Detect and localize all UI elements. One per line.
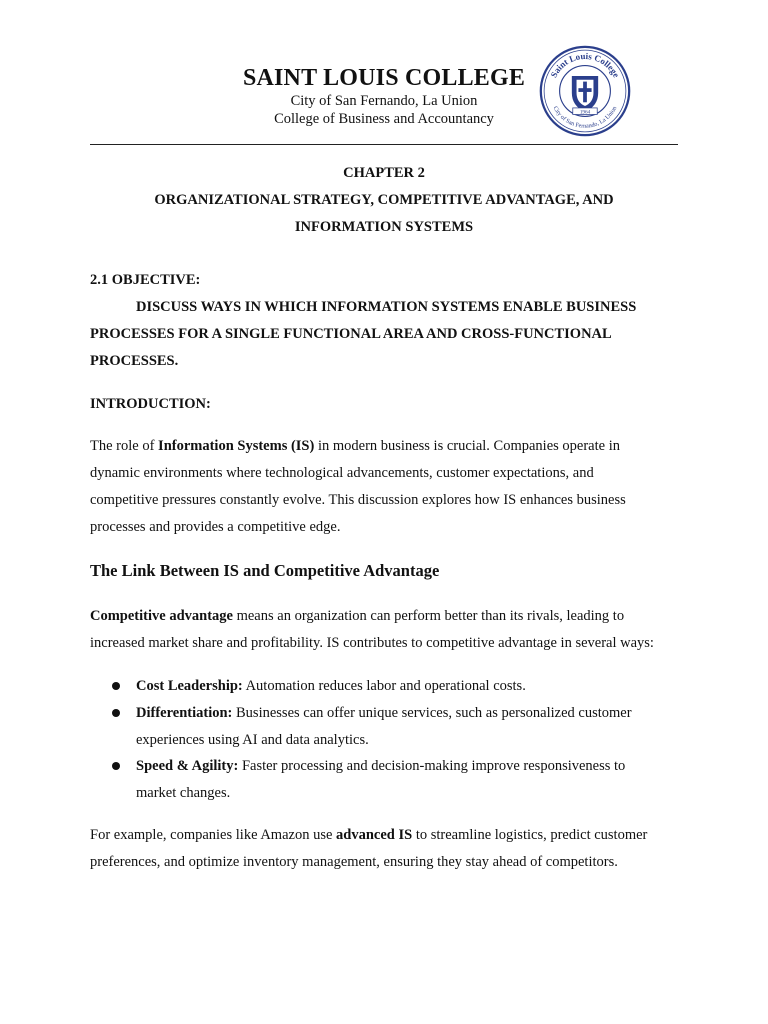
bullet-marker — [112, 762, 120, 770]
objective-heading: 2.1 OBJECTIVE: — [90, 272, 201, 288]
example-line-1: For example, companies like Amazon use advanced IS to streamline logistics, predict customer — [90, 827, 648, 843]
objective-line-3: PROCESSES. — [90, 353, 179, 369]
bullet-speed-agility-cont: market changes. — [136, 785, 231, 801]
competitive-para-line-2: increased market share and profitability. IS contributes to competitive advantage in several ways: — [90, 635, 654, 651]
college-address: City of San Fernando, La Union — [290, 93, 478, 109]
bullet-speed-agility: Speed & Agility: Faster processing and decision-making improve responsiveness to — [136, 758, 626, 774]
bullet-marker — [112, 709, 120, 717]
bullet-differentiation-cont: experiences using AI and data analytics. — [136, 732, 369, 748]
college-seal-icon — [538, 44, 632, 138]
letterhead — [0, 62, 768, 144]
intro-line-2: dynamic environments where technological advancements, customer expectations, and — [90, 465, 594, 481]
section-heading-link: The Link Between IS and Competitive Advantage — [90, 561, 440, 580]
chapter-number: CHAPTER 2 — [343, 165, 425, 181]
college-department: College of Business and Accountancy — [274, 111, 494, 127]
objective-line-1: DISCUSS WAYS IN WHICH INFORMATION SYSTEMS ENABLE BUSINESS — [136, 299, 637, 315]
header-divider — [90, 144, 678, 145]
intro-term-is: Information Systems (IS) — [158, 438, 315, 454]
seal-text-bottom: City of San Fernando, La Union — [551, 105, 619, 130]
advanced-is-term: advanced IS — [336, 827, 413, 843]
chapter-title-line-1: ORGANIZATIONAL STRATEGY, COMPETITIVE ADVANTAGE, AND — [154, 192, 614, 208]
bullet-marker — [112, 682, 120, 690]
college-name: SAINT LOUIS COLLEGE — [242, 65, 526, 91]
bullet-differentiation: Differentiation: Businesses can offer unique services, such as personalized customer — [136, 705, 632, 721]
objective-line-2: PROCESSES FOR A SINGLE FUNCTIONAL AREA AND CROSS-FUNCTIONAL — [90, 326, 612, 342]
intro-line-3: competitive pressures constantly evolve. This discussion explores how IS enhances business — [90, 492, 626, 508]
seal-year: 1964 — [579, 109, 591, 116]
example-line-2: preferences, and optimize inventory management, ensuring they stay ahead of competitors. — [90, 854, 618, 870]
seal-text-top: Saint Louis College — [548, 50, 622, 80]
competitive-para-line-1: Competitive advantage means an organization can perform better than its rivals, leading to — [90, 608, 625, 624]
competitive-advantage-term: Competitive advantage — [90, 608, 233, 624]
bullet-cost-leadership: Cost Leadership: Automation reduces labor and operational costs. — [136, 678, 526, 694]
intro-line-1: The role of Information Systems (IS) in modern business is crucial. Companies operate in — [90, 438, 620, 454]
chapter-title-line-2: INFORMATION SYSTEMS — [294, 219, 474, 235]
intro-line-4: processes and provides a competitive edge. — [90, 519, 341, 535]
introduction-heading: INTRODUCTION: — [90, 396, 211, 412]
